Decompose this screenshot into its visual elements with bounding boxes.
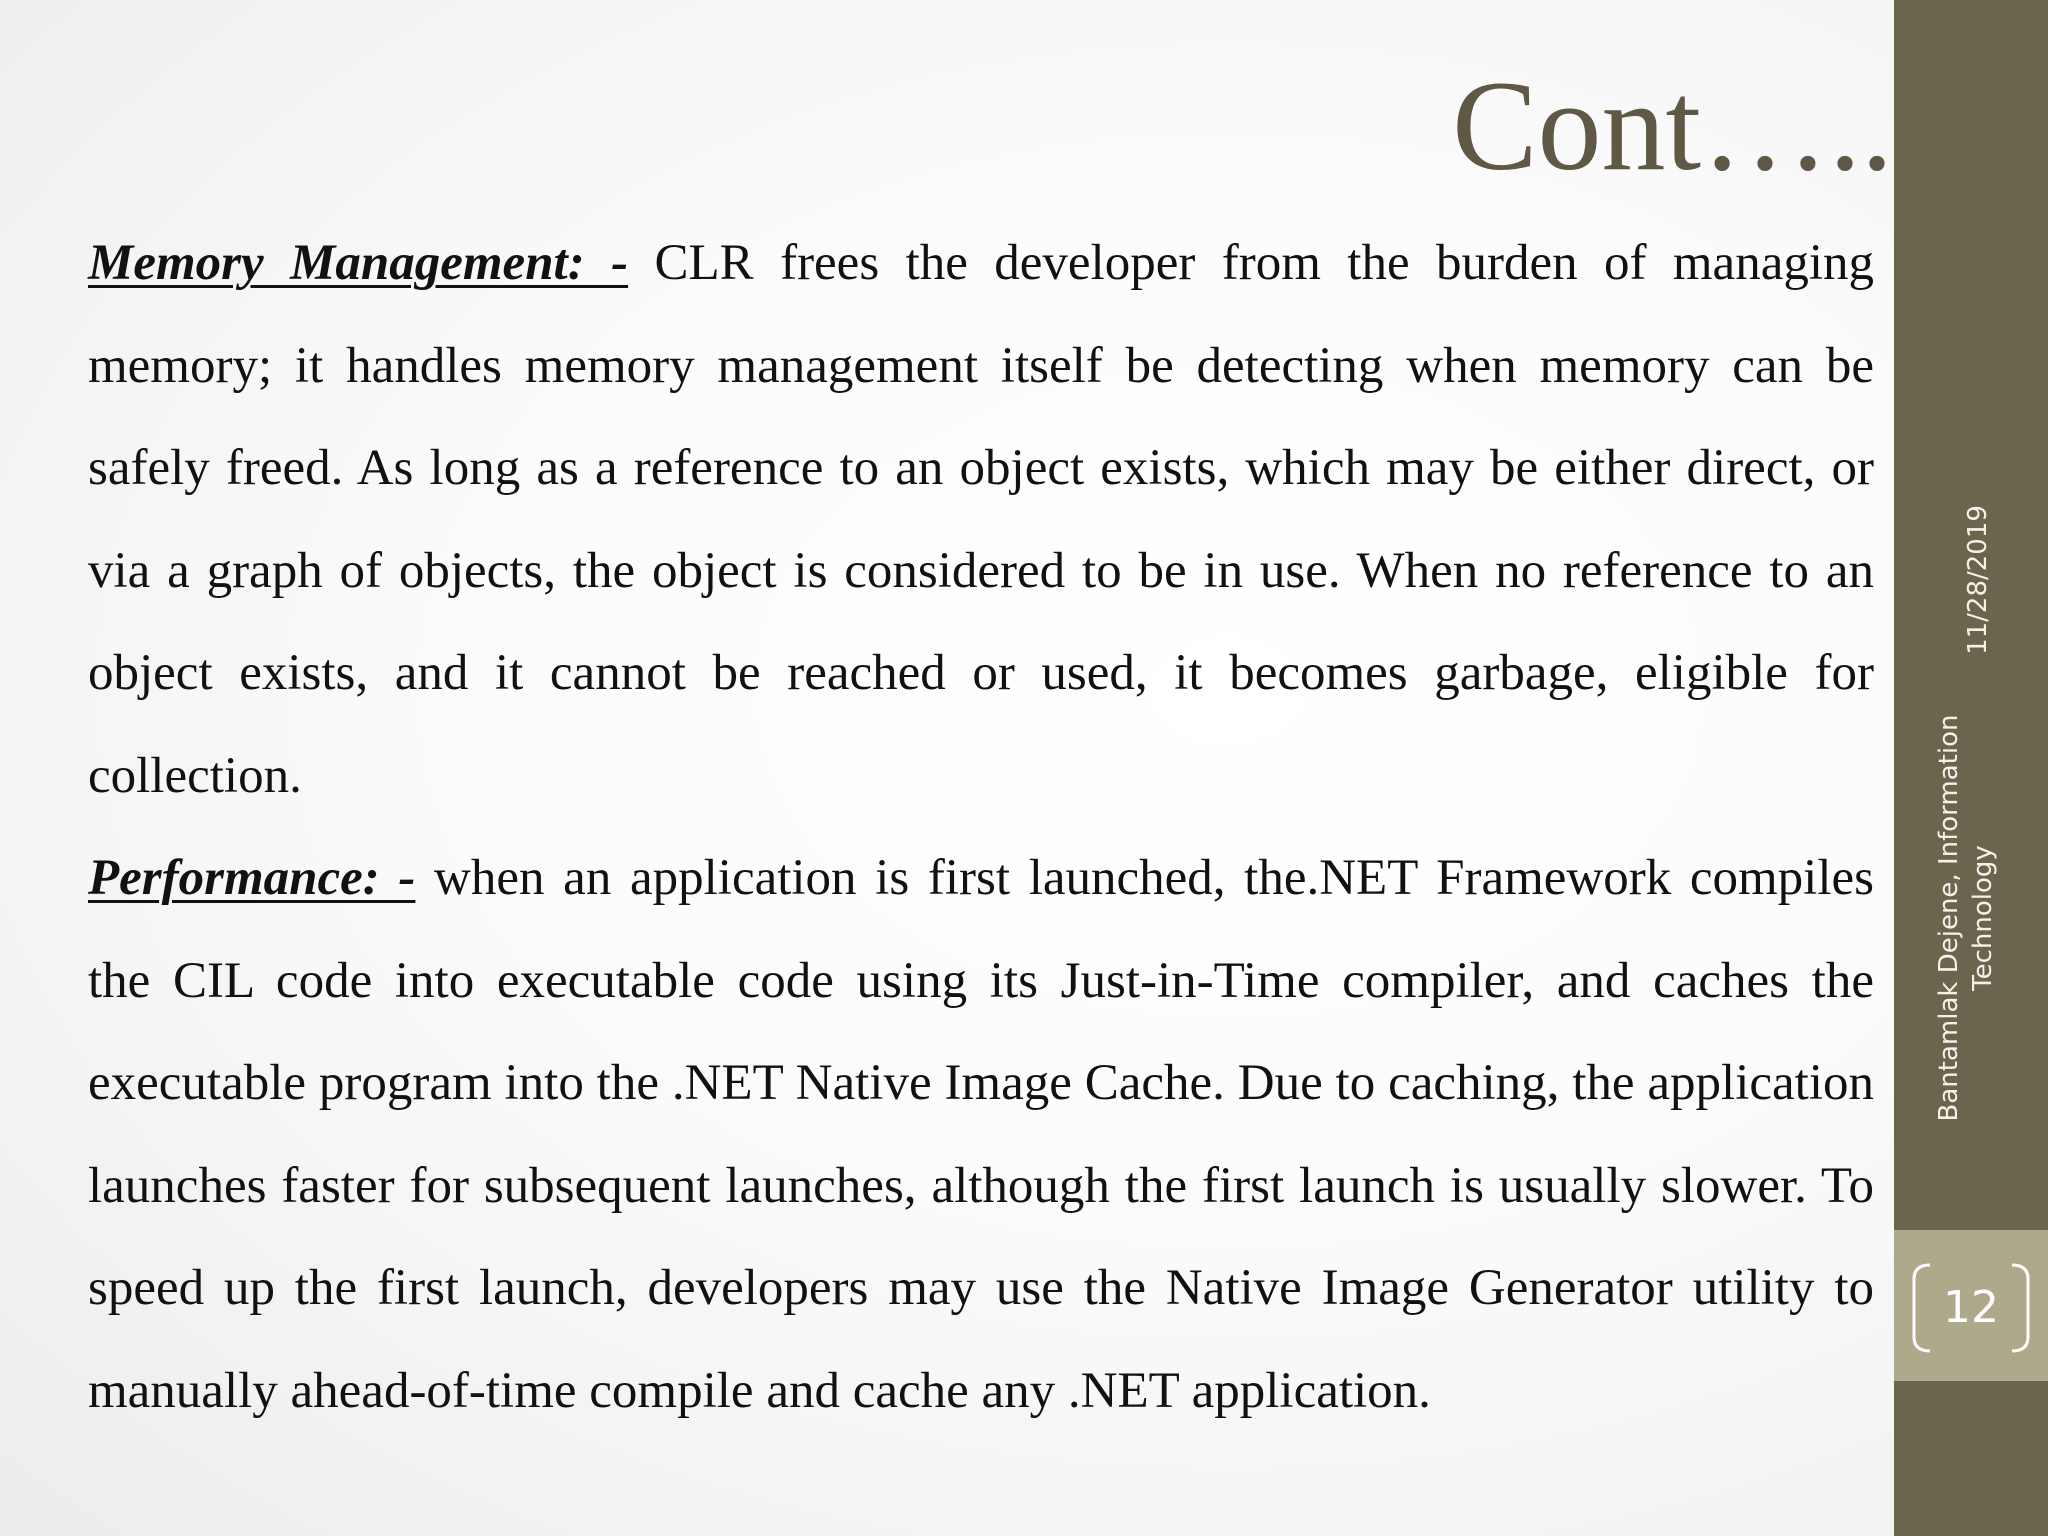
page-number: 12: [1943, 1282, 1999, 1333]
footer-date: 11/28/2019: [1963, 505, 1993, 655]
footer-author-line-1: Bantamlak Dejene, Information: [1934, 714, 1964, 1122]
footer-author: [1932, 688, 2000, 1148]
paragraph-performance: [88, 827, 1874, 1442]
paragraph-memory-management: [88, 212, 1874, 827]
performance-heading: Performance: -: [88, 850, 416, 906]
slide-title: Cont…..: [1452, 55, 1893, 197]
memory-management-heading: Memory Management: -: [88, 235, 629, 291]
performance-text: when an application is first launched, the.NET Framework compiles the CIL code into executable code using its Just-in-Time compiler, and caches the executable program into the .NET Native Image Cache. Due to caching, the application launches faster for subsequent launches, although the first launch is usually slower. To speed up the first launch, developers may use the Native Image Generator utility to manually ahead-of-time compile and cache any .NET application.: [88, 850, 1874, 1419]
slide-body: [88, 212, 1874, 1442]
memory-management-text: CLR frees the developer from the burden of managing memory; it handles memory management itself be detecting when memory can be safely freed. As long as a reference to an object exists, which may be either direct, or via a graph of objects, the object is considered to be in use. When no reference to an object exists, and it cannot be reached or used, it becomes garbage, eligible for collection.: [88, 235, 1874, 804]
footer-author-line-2: Technology: [1968, 845, 1998, 991]
